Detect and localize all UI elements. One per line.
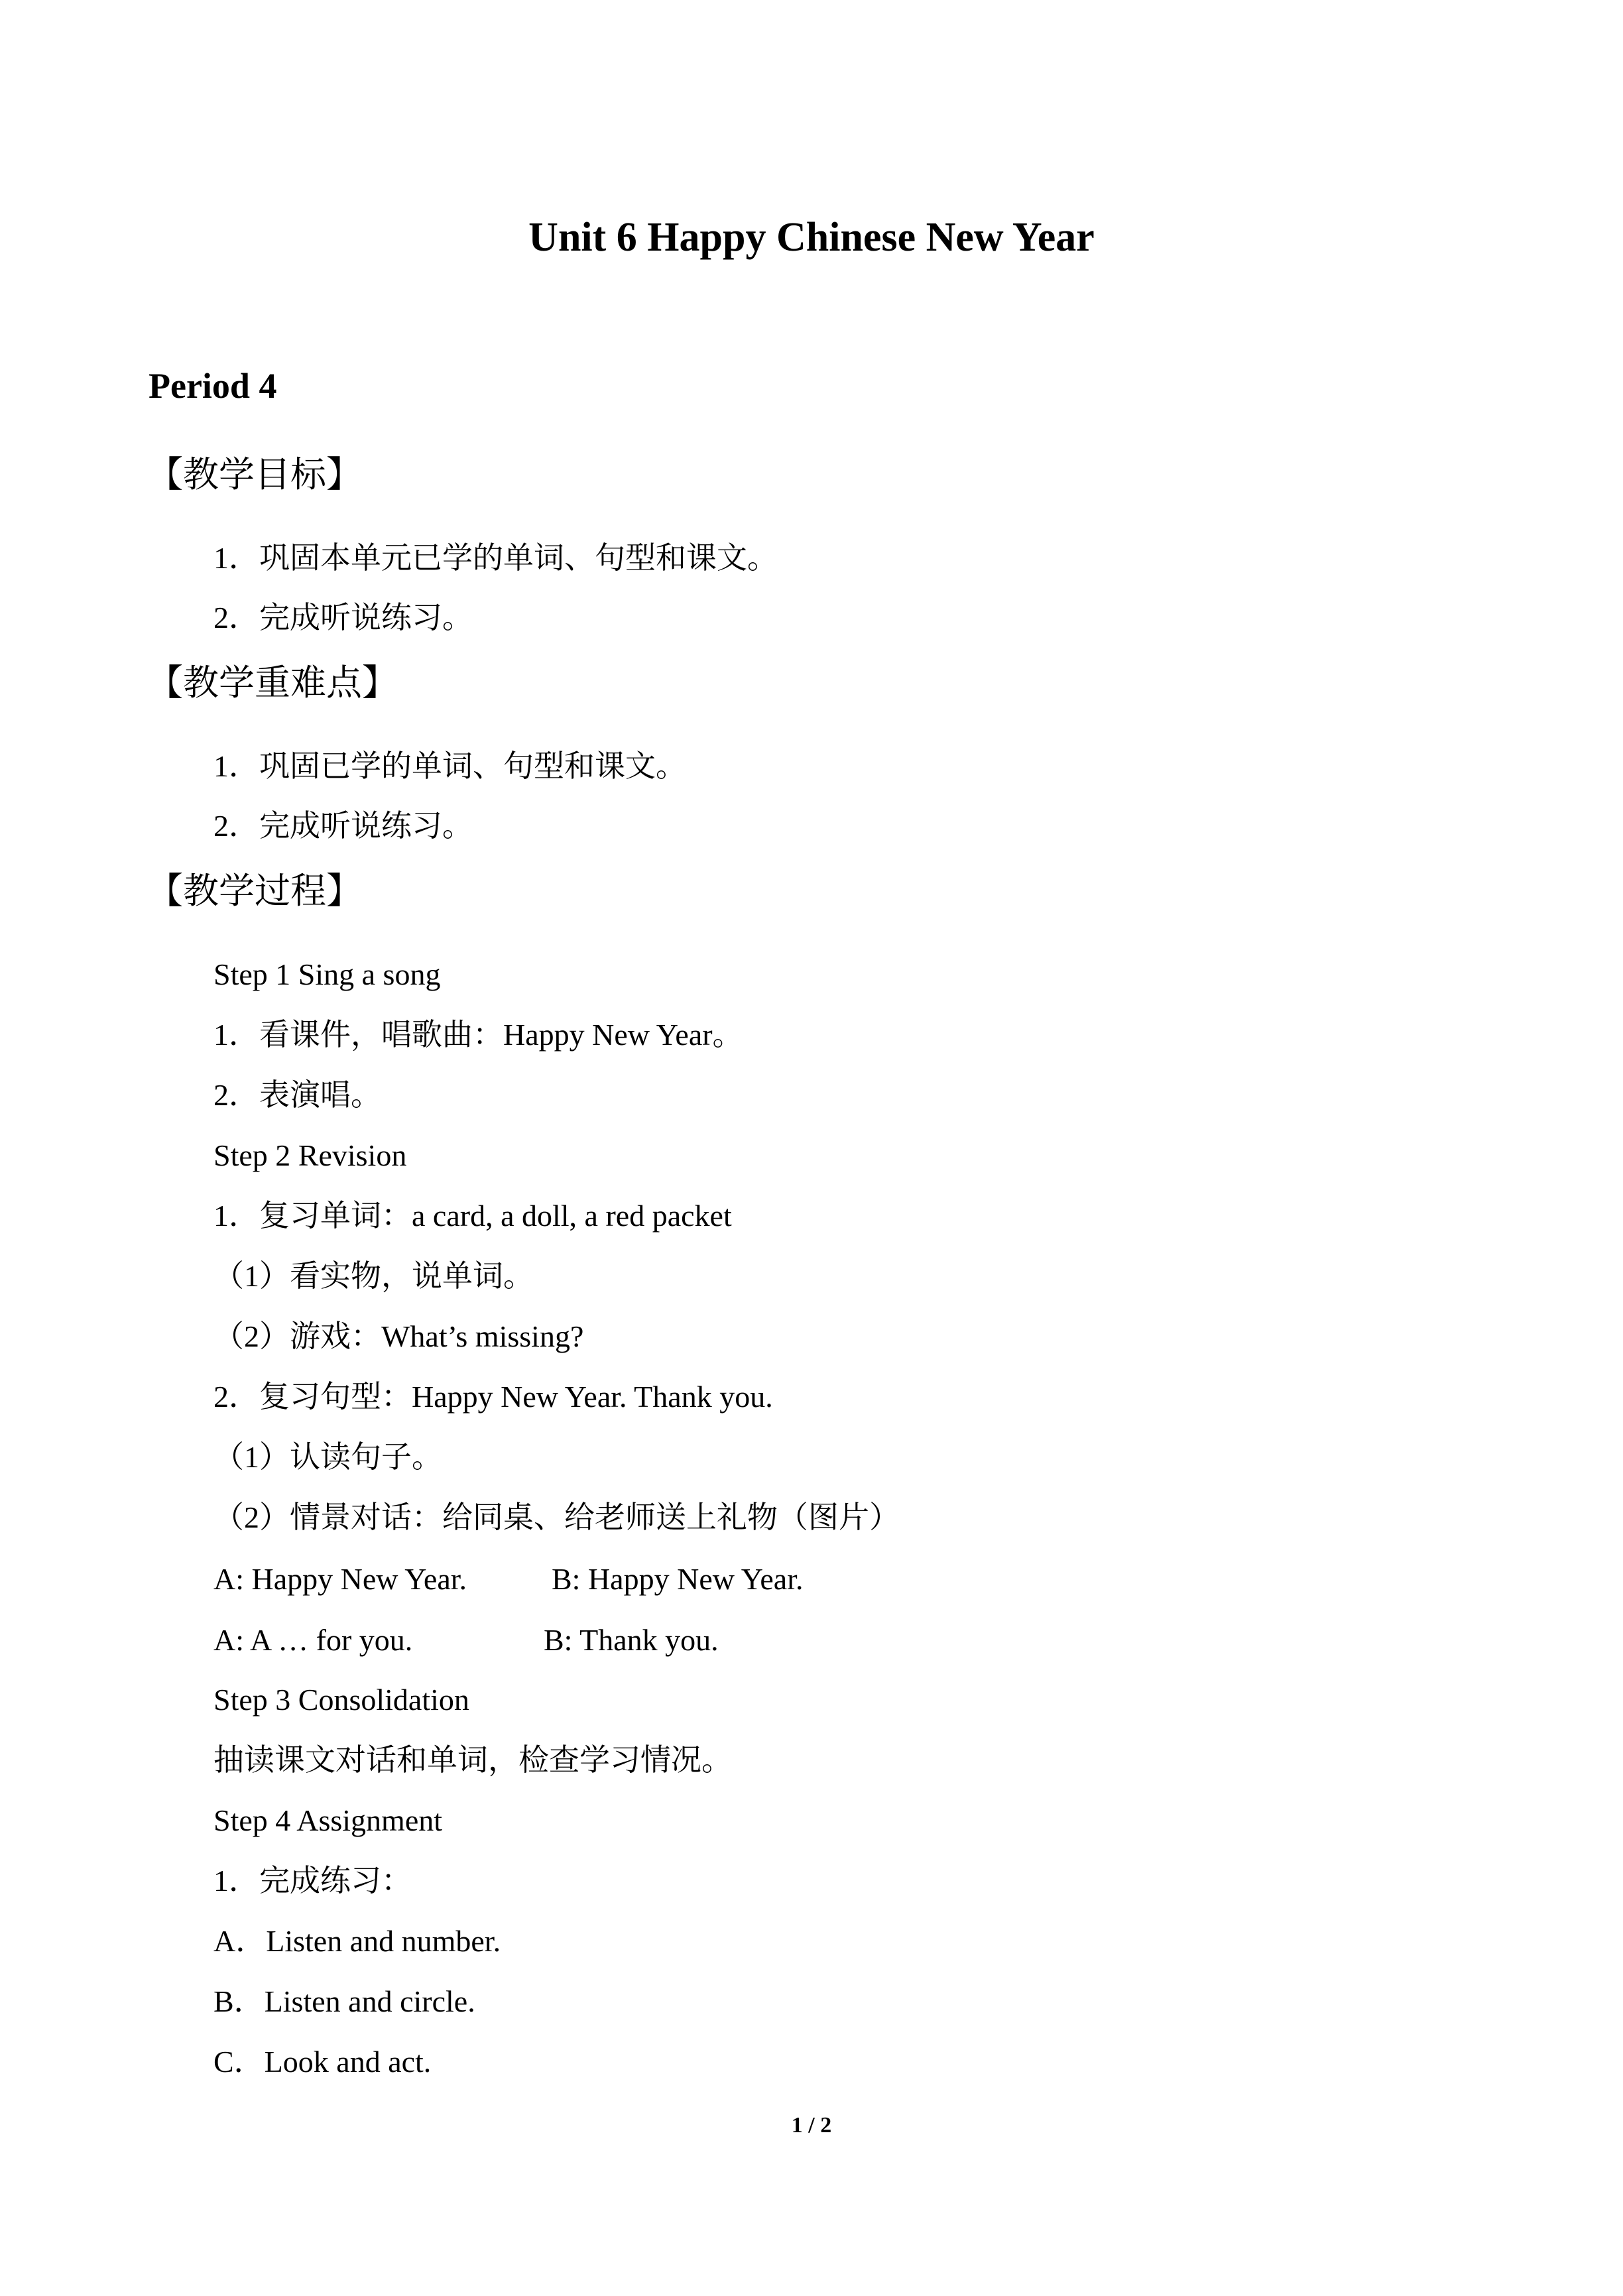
dialog-speaker-a: A: Happy New Year. [213, 1562, 467, 1596]
objective-item: 1．巩固本单元已学的单词、句型和课文。 [213, 541, 778, 575]
process-line: 2．复习句型：Happy New Year. Thank you. [213, 1380, 773, 1414]
process-line: （1）看实物，说单词。 [213, 1259, 534, 1293]
process-line: （2）游戏：What’s missing? [213, 1319, 584, 1353]
key-point-item: 2．完成听说练习。 [213, 809, 473, 843]
process-line: 1．复习单词：a card, a doll, a red packet [213, 1199, 732, 1233]
dialog-row [213, 1559, 804, 1599]
period-heading: Period 4 [149, 366, 277, 406]
process-line: Step 3 Consolidation [213, 1683, 469, 1717]
dialog-speaker-b: B: Thank you. [544, 1623, 719, 1657]
process-line: （2）情景对话：给同桌、给老师送上礼物（图片） [213, 1500, 900, 1534]
dialog-speaker-b: B: Happy New Year. [552, 1562, 804, 1596]
document-title: Unit 6 Happy Chinese New Year [528, 215, 1095, 260]
process-line: （1）认读句子。 [213, 1440, 442, 1474]
process-line: Step 4 Assignment [213, 1803, 443, 1837]
section-heading-key-points: 【教学重难点】 [147, 662, 398, 703]
process-line: A．Listen and number. [213, 1924, 501, 1958]
dialog-row [213, 1620, 719, 1660]
objective-item: 2．完成听说练习。 [213, 601, 473, 634]
key-point-item: 1．巩固已学的单词、句型和课文。 [213, 749, 686, 783]
process-line: 1．完成练习： [213, 1864, 412, 1898]
section-heading-process: 【教学过程】 [147, 870, 362, 912]
process-line: C．Look and act. [213, 2045, 432, 2079]
process-line: Step 1 Sing a song [213, 957, 441, 991]
dialog-speaker-a: A: A … for you. [213, 1623, 413, 1657]
page-indicator: 1 / 2 [791, 2113, 832, 2138]
process-line: Step 2 Revision [213, 1138, 407, 1172]
process-line: 抽读课文对话和单词，检查学习情况。 [213, 1743, 732, 1777]
process-line: 1．看课件，唱歌曲：Happy New Year。 [213, 1018, 743, 1052]
section-heading-objectives: 【教学目标】 [147, 453, 362, 495]
process-line: 2．表演唱。 [213, 1078, 381, 1112]
process-line: B．Listen and circle. [213, 1984, 475, 2018]
